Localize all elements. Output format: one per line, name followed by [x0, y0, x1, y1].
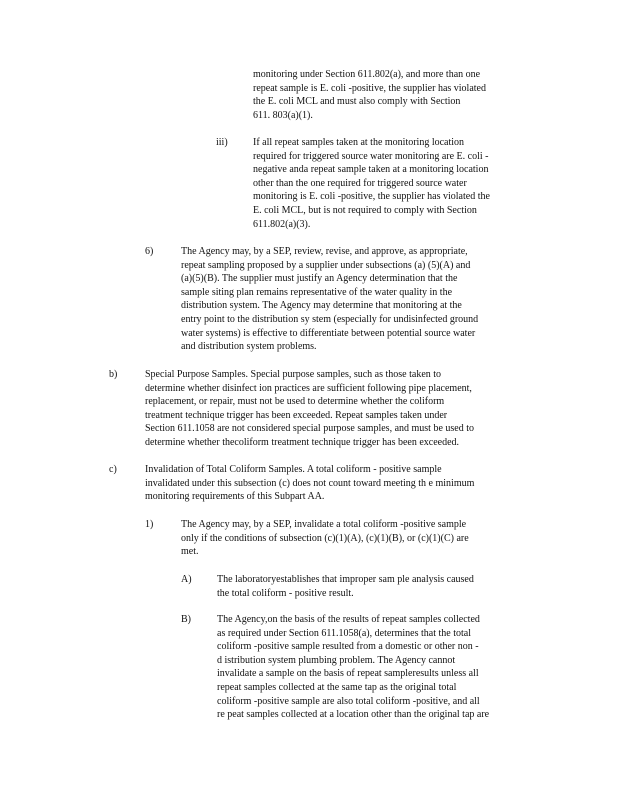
text-line: coliform -positive sample resulted from a domestic or other non -: [217, 641, 479, 653]
text-line: Section 611.1058 are not considered special purpose samples, and must be used to: [145, 423, 474, 435]
list-marker-A: A): [181, 574, 192, 585]
text-line: negative anda repeat sample taken at a monitoring location: [253, 164, 489, 176]
list-marker-B: B): [181, 614, 191, 625]
text-line: 611.802(a)(3).: [253, 218, 311, 230]
text-line: invalidate a sample on the basis of repeat sampleresults unless all: [217, 668, 479, 680]
text-line: met.: [181, 546, 199, 558]
text-line: monitoring requirements of this Subpart AA.: [145, 491, 325, 503]
text-line: water systems) is effective to differentiate between potential source water: [181, 327, 476, 339]
text-line: replacement, or repair, must not be used to determine whether the coliform: [145, 396, 445, 408]
text-line: monitoring is E. coli -positive, the supplier has violated the: [253, 191, 490, 203]
paragraph-6: [181, 245, 478, 354]
text-line: distribution system. The Agency may determine that monitoring at the: [181, 300, 462, 312]
text-line: The Agency may, by a SEP, invalidate a total coliform -positive sample: [181, 519, 467, 530]
text-line: other than the one required for triggered source water: [253, 177, 467, 189]
text-line: monitoring under Section 611.802(a), and more than one: [253, 69, 481, 80]
list-marker-c: c): [109, 464, 117, 475]
text-line: determine whether disinfect ion practices are sufficient following pipe placement,: [145, 382, 472, 394]
text-line: Invalidation of Total Coliform Samples. A total coliform - positive sample: [145, 464, 442, 475]
text-line: sample siting plan remains representative of the water quality in the: [181, 286, 453, 298]
text-line: repeat sample is E. coli -positive, the supplier has violated: [253, 82, 486, 94]
text-line: Special Purpose Samples. Special purpose samples, such as those taken to: [145, 369, 442, 380]
text-line: repeat sampling proposed by a supplier under subsections (a) (5)(A) and: [181, 259, 471, 271]
text-line: the total coliform - positive result.: [217, 587, 354, 599]
paragraph-A: [217, 573, 474, 600]
text-line: the E. coli MCL and must also comply with Section: [253, 96, 461, 108]
paragraph-b-special-purpose-samples: [145, 368, 474, 450]
paragraph-c-invalidation: [145, 463, 474, 504]
text-line: If all repeat samples taken at the monitoring location: [253, 137, 465, 148]
text-line: d istribution system plumbing problem. The Agency cannot: [217, 654, 456, 666]
text-line: re peat samples collected at a location other than the original tap are: [217, 709, 490, 721]
paragraph-B: [217, 613, 489, 722]
text-line: required for triggered source water monitoring are E. coli -: [253, 150, 489, 162]
text-line: coliform -positive sample are also total coliform -positive, and all: [217, 695, 480, 707]
text-line: invalidated under this subsection (c) does not count toward meeting th e minimum: [145, 477, 475, 489]
text-line: The laboratoryestablishes that improper sam ple analysis caused: [217, 574, 474, 585]
list-marker-iii: iii): [216, 137, 228, 148]
text-line: as required under Section 611.1058(a), determines that the total: [217, 627, 471, 639]
text-line: entry point to the distribution sy stem (especially for undisinfected ground: [181, 313, 479, 325]
text-line: 611. 803(a)(1).: [253, 109, 313, 121]
text-line: (a)(5)(B). The supplier must justify an Agency determination that the: [181, 273, 458, 285]
text-line: determine whether thecoliform treatment technique trigger has been exceeded.: [145, 436, 460, 448]
list-marker-6: 6): [145, 246, 154, 257]
list-marker-b: b): [109, 369, 118, 380]
text-line: E. coli MCL, but is not required to comply with Section: [253, 204, 477, 216]
list-marker-1: 1): [145, 519, 154, 530]
text-line: and distribution system problems.: [181, 341, 317, 353]
text-line: repeat samples collected at the same tap as the original total: [217, 681, 457, 693]
paragraph-iii: [253, 136, 490, 231]
text-line: treatment technique trigger has been exceeded. Repeat samples taken under: [145, 409, 448, 421]
paragraph-continuation: [253, 68, 486, 122]
text-line: The Agency,on the basis of the results of repeat samples collected: [217, 614, 480, 625]
text-line: The Agency may, by a SEP, review, revise, and approve, as appropriate,: [181, 246, 468, 257]
paragraph-1: [181, 518, 469, 559]
text-line: only if the conditions of subsection (c)(1)(A), (c)(1)(B), or (c)(1)(C) are: [181, 532, 469, 544]
